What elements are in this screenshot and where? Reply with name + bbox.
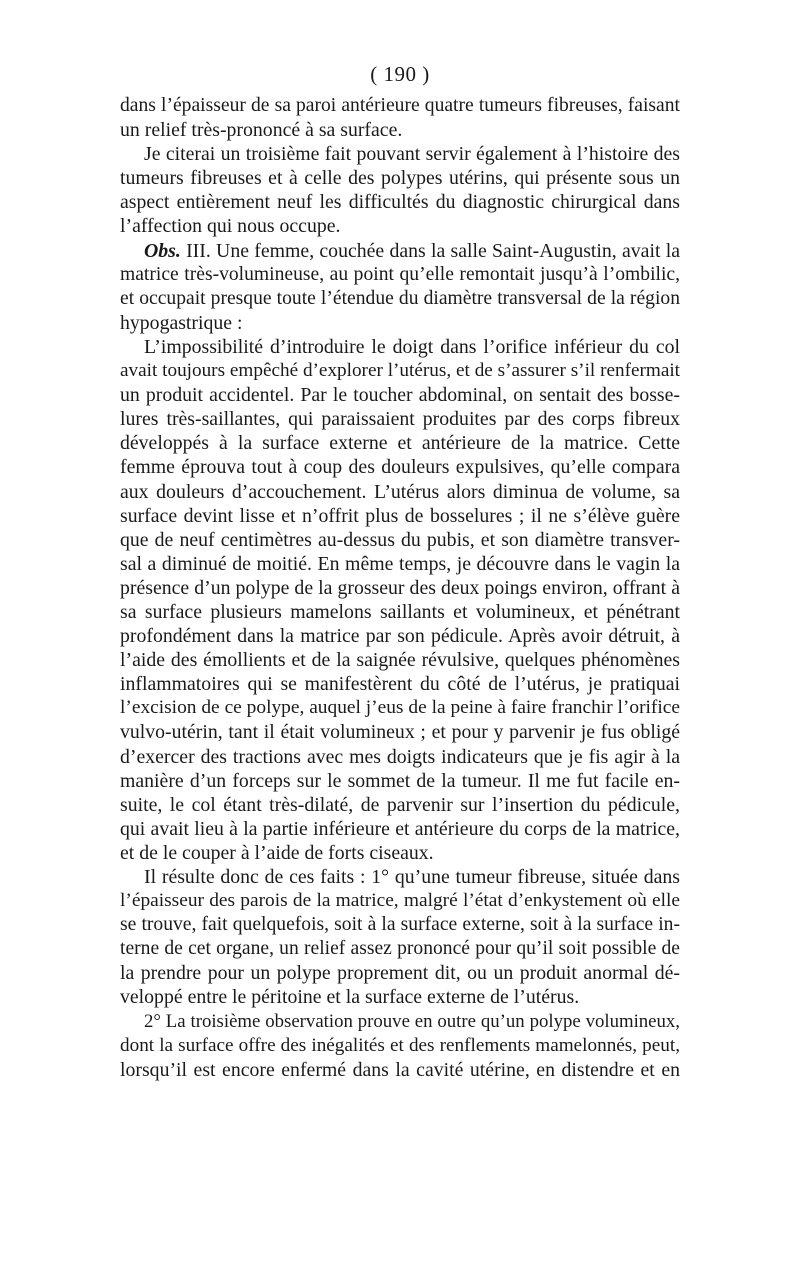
text-line: aspect entièrement neuf les difficultés du diagnostic chirurgical dans <box>120 191 680 214</box>
text-line: sal a diminué de moitié. En même temps, je découvre dans le vagin la <box>120 552 680 575</box>
text-line: qui avait lieu à la partie inférieure et antérieure du corps de la matrice, <box>120 817 680 840</box>
text-line: 2° La troisième observation prouve en outre qu’un polype volumineux, <box>144 1010 680 1032</box>
text-line: un relief très-prononcé à sa surface. <box>120 119 403 142</box>
text-line: lorsqu’il est encore enfermé dans la cavité utérine, en distendre et en <box>120 1058 680 1081</box>
text-line: l’affection qui nous occupe. <box>120 215 341 238</box>
text-line: l’épaisseur des parois de la matrice, malgré l’état d’enkystement où elle <box>120 890 680 912</box>
body-text <box>120 94 680 1082</box>
text-line: développés à la surface externe et antérieure de la matrice. Cette <box>120 432 680 455</box>
paragraph <box>120 94 680 142</box>
text-line: et de le couper à l’aide de forts ciseaux. <box>120 841 434 864</box>
paragraph <box>120 142 680 238</box>
text-line: vulvo-utérin, tant il était volumineux ; et pour y parvenir je fus obligé <box>120 721 680 744</box>
text-line: veloppé entre le péritoine et la surface externe de l’utérus. <box>120 986 580 1009</box>
observation-text: III. Une femme, couchée dans la salle Saint-Augustin, avait la <box>180 239 680 262</box>
text-line: lures très-saillantes, qui paraissaient produites par des corps fibreux <box>120 408 680 431</box>
text-line: hypogastrique : <box>120 311 243 334</box>
text-line: surface devint lisse et n’offrit plus de bosselures ; il ne s’élève guère <box>120 504 680 527</box>
text-line: tumeurs fibreuses et à celle des polypes utérins, qui présente sous un <box>120 167 680 190</box>
text-line: suite, le col étant très-dilaté, de parvenir sur l’insertion du pédicule, <box>120 793 680 816</box>
paragraph <box>120 865 680 1010</box>
text-line <box>120 239 680 263</box>
text-line: manière d’un forceps sur le sommet de la tumeur. Il me fut facile en- <box>120 769 680 792</box>
text-line: présence d’un polype de la grosseur des deux poings environ, offrant à <box>120 576 680 599</box>
paragraph <box>120 335 680 865</box>
text-line: aux douleurs d’accouchement. L’utérus alors diminua de volume, sa <box>120 480 680 503</box>
text-line: avait toujours empêché d’explorer l’utérus, et de s’assurer s’il renfermait <box>120 360 680 382</box>
text-line: Il résulte donc de ces faits : 1° qu’une tumeur fibreuse, située dans <box>144 866 680 888</box>
text-line: inflammatoires qui se manifestèrent du côté de l’utérus, je pratiquai <box>120 673 680 696</box>
text-line: dans l’épaisseur de sa paroi antérieure quatre tumeurs fibreuses, faisant <box>120 95 680 116</box>
text-line: dont la surface offre des inégalités et des renflements mamelonnés, peut, <box>120 1034 680 1056</box>
text-line: que de neuf centimètres au-dessus du pubis, et son diamètre transver- <box>120 528 680 551</box>
text-line: d’exercer des tractions avec mes doigts indicateurs que je fis agir à la <box>120 745 680 768</box>
text-line: L’impossibilité d’introduire le doigt dans l’orifice inférieur du col <box>144 335 680 358</box>
text-line: l’aide des émollients et de la saignée révulsive, quelques phénomènes <box>120 649 680 672</box>
text-line: et occupait presque toute l’étendue du diamètre transversal de la région <box>120 287 680 309</box>
observation-label: Obs. <box>144 239 181 262</box>
text-line: l’excision de ce polype, auquel j’eus de la peine à faire franchir l’orifice <box>120 697 680 719</box>
paragraph <box>120 1010 680 1082</box>
text-line: Je citerai un troisième fait pouvant servir également à l’histoire des <box>144 143 680 166</box>
text-line: profondément dans la matrice par son pédicule. Après avoir détruit, à <box>120 625 680 648</box>
text-line: matrice très-volumineuse, au point qu’elle remontait jusqu’à l’ombilic, <box>120 263 680 285</box>
text-line: la prendre pour un polype proprement dit, ou un produit anormal dé- <box>120 962 680 985</box>
paragraph <box>120 239 680 335</box>
text-line: se trouve, fait quelquefois, soit à la surface externe, soit à la surface in- <box>120 914 680 936</box>
page-number: ( 190 ) <box>370 62 430 86</box>
text-line: un produit accidentel. Par le toucher abdominal, on sentait des bosse- <box>120 384 680 407</box>
text-line: femme éprouva tout à coup des douleurs expulsives, qu’elle compara <box>120 456 680 479</box>
text-line: sa surface plusieurs mamelons saillants et volumineux, et pénétrant <box>120 600 680 623</box>
text-line: terne de cet organe, un relief assez prononcé pour qu’il soit possible de <box>120 938 680 960</box>
